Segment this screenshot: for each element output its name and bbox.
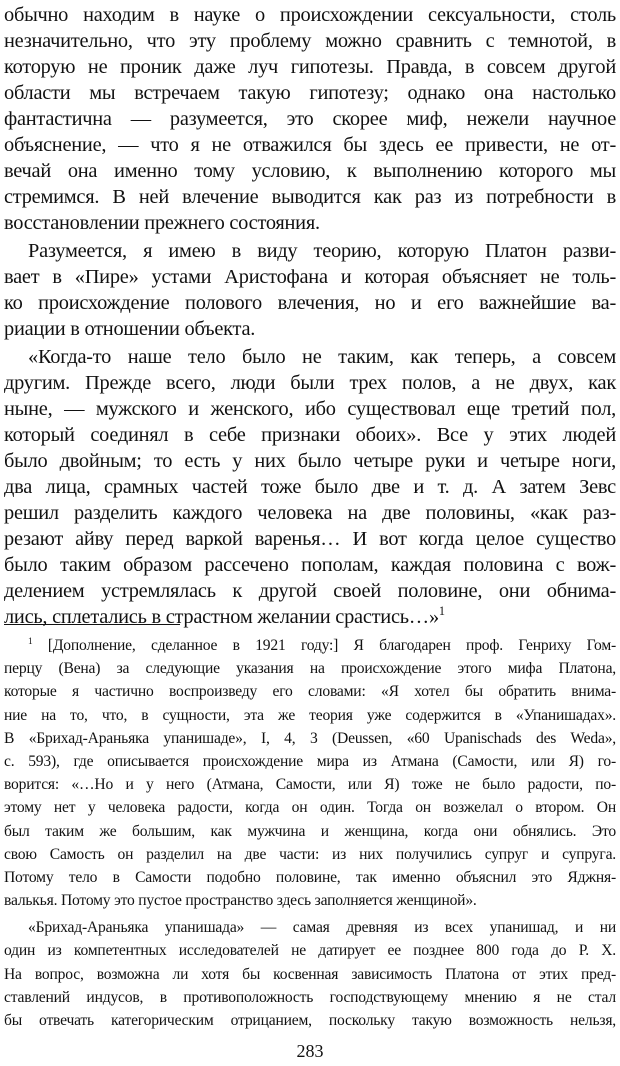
text-line: было двойным; то есть у них было четыре руки и четыре ноги, [4,450,616,472]
main-text [4,2,616,630]
footnote-paragraph-1 [4,634,616,912]
text-line: обычно находим в науке о происхождении сексуальности, столь [4,4,616,26]
text-line: вечай она именно тому условию, к выполнению которого мы [4,160,616,182]
page-number: 283 [296,1041,324,1061]
footnote-line: бы отвечать категорическим отрицанием, поскольку такую возможность нельзя, [4,1012,616,1029]
footnote-line: один из компетентных исследователей не датирует ее позднее 800 года до Р. Х. [4,942,616,960]
text-line: другим. Прежде всего, люди были трех полов, а не двух, как [4,372,616,394]
paragraph-2 [4,238,616,342]
text-line: делением устремлялась к другой своей половине, они обнима- [4,580,616,602]
text-line: восстановлении прежнего состояния. [4,212,320,234]
paragraph-1 [4,2,616,236]
footnote-line: перцу (Вена) за следующие указания на происхождение этого мифа Платона, [4,660,616,678]
footnote-line: В «Брихад-Араньяка упанишаде», I, 4, 3 (Deussen, «60 Upanischads des Weda», [4,729,616,747]
footnote-line: ворится: «…Но и у него (Атмана, Самости, или Я) тоже не было радости, по- [4,776,616,794]
footnote-line: валькья. Потому это пустое пространство здесь заполняется женщиной». [4,892,477,910]
text-line: вает в «Пире» устами Аристофана и которая объясняет не толь- [4,266,616,288]
footnote-line: которые я частично воспроизведу его словами: «Я хотел бы обратить внима- [4,683,616,701]
footnote-line: «Брихад-Араньяка упанишада» — самая древняя из всех упанишад, и ни [28,919,616,937]
text-line: стремимся. В ней влечение выводится как раз из потребности в [4,186,616,208]
footnote-line: ние на то, что, в сущности, эта же теория уже содержится в «Упанишадах». [4,706,616,724]
text-line: Разумеется, я имею в виду теорию, которую Платон разви- [28,240,616,262]
footnote-line: Потому тело в Самости подобно половине, так именно объяснил это Яджня- [4,868,616,886]
paragraph-3 [4,344,616,630]
text-line: которую не проник даже луч гипотезы. Правда, в совсем другой [4,56,616,78]
text-line: фантастична — разумеется, это скорее миф, нежели научное [4,108,616,130]
text-line: два лица, срамных частей тоже было две и т. д. А затем Зевс [4,476,616,498]
footnote-line: ставлений индусов, в противоположность господствующему мнению я не стал [4,988,616,1006]
text-line-content: лись, сплетались в страстном желании срастись…» [4,606,439,628]
footnote-number: 1 [28,636,33,647]
text-line: объяснение, — что я не отважился бы здесь ее привести, не от- [4,134,616,156]
footnote-paragraph-2 [4,916,616,1032]
text-line: было таким образом рассечено пополам, каждая половина с вож- [4,554,616,576]
footnote-line: На вопрос, возможна ли хотя бы косвенная зависимость Платона от этих пред- [4,965,616,983]
text-line: «Когда-то наше тело было не таким, как теперь, а совсем [28,346,616,368]
text-line: риации в отношении объекта. [4,318,256,340]
footnote-line: с. 593), где описывается происхождение мира из Атмана (Самости, или Я) го- [4,752,616,770]
text-line: который соединял в себе признаки обоих». Все у этих людей [4,424,616,446]
footnote-line-content: [Дополнение, сделанное в 1921 году:] Я благодарен проф. Генриху Гом- [47,637,616,654]
footnote-line: свою Самость он разделил на две части: из них получились супруг и супруга. [4,845,616,863]
footnote-line: был таким же большим, как мужчина и женщина, когда они обнялись. Это [4,822,616,840]
text-line: решил разделить каждого человека на две половины, «как раз- [4,502,616,524]
text-line: ко происхождение полового влечения, но и его важнейшие ва- [4,292,616,314]
text-line [4,604,616,630]
footnote-line: этому нет у человека радости, когда он один. Тогда он возжелал о втором. Он [4,799,616,817]
footnote [4,634,616,1032]
text-line: незначительно, что эту проблему можно сравнить с темнотой, в [4,30,616,52]
text-line: резают айву перед варкой варенья… И вот когда целое существо [4,528,616,550]
text-line: ныне, — мужского и женского, ибо существовал еще третий пол, [4,398,616,420]
footnote-line [4,634,616,657]
footnote-reference[interactable]: 1 [438,604,445,619]
text-line: области мы встречаем такую гипотезу; однако она настолько [4,82,616,104]
footnote-divider [4,624,180,625]
